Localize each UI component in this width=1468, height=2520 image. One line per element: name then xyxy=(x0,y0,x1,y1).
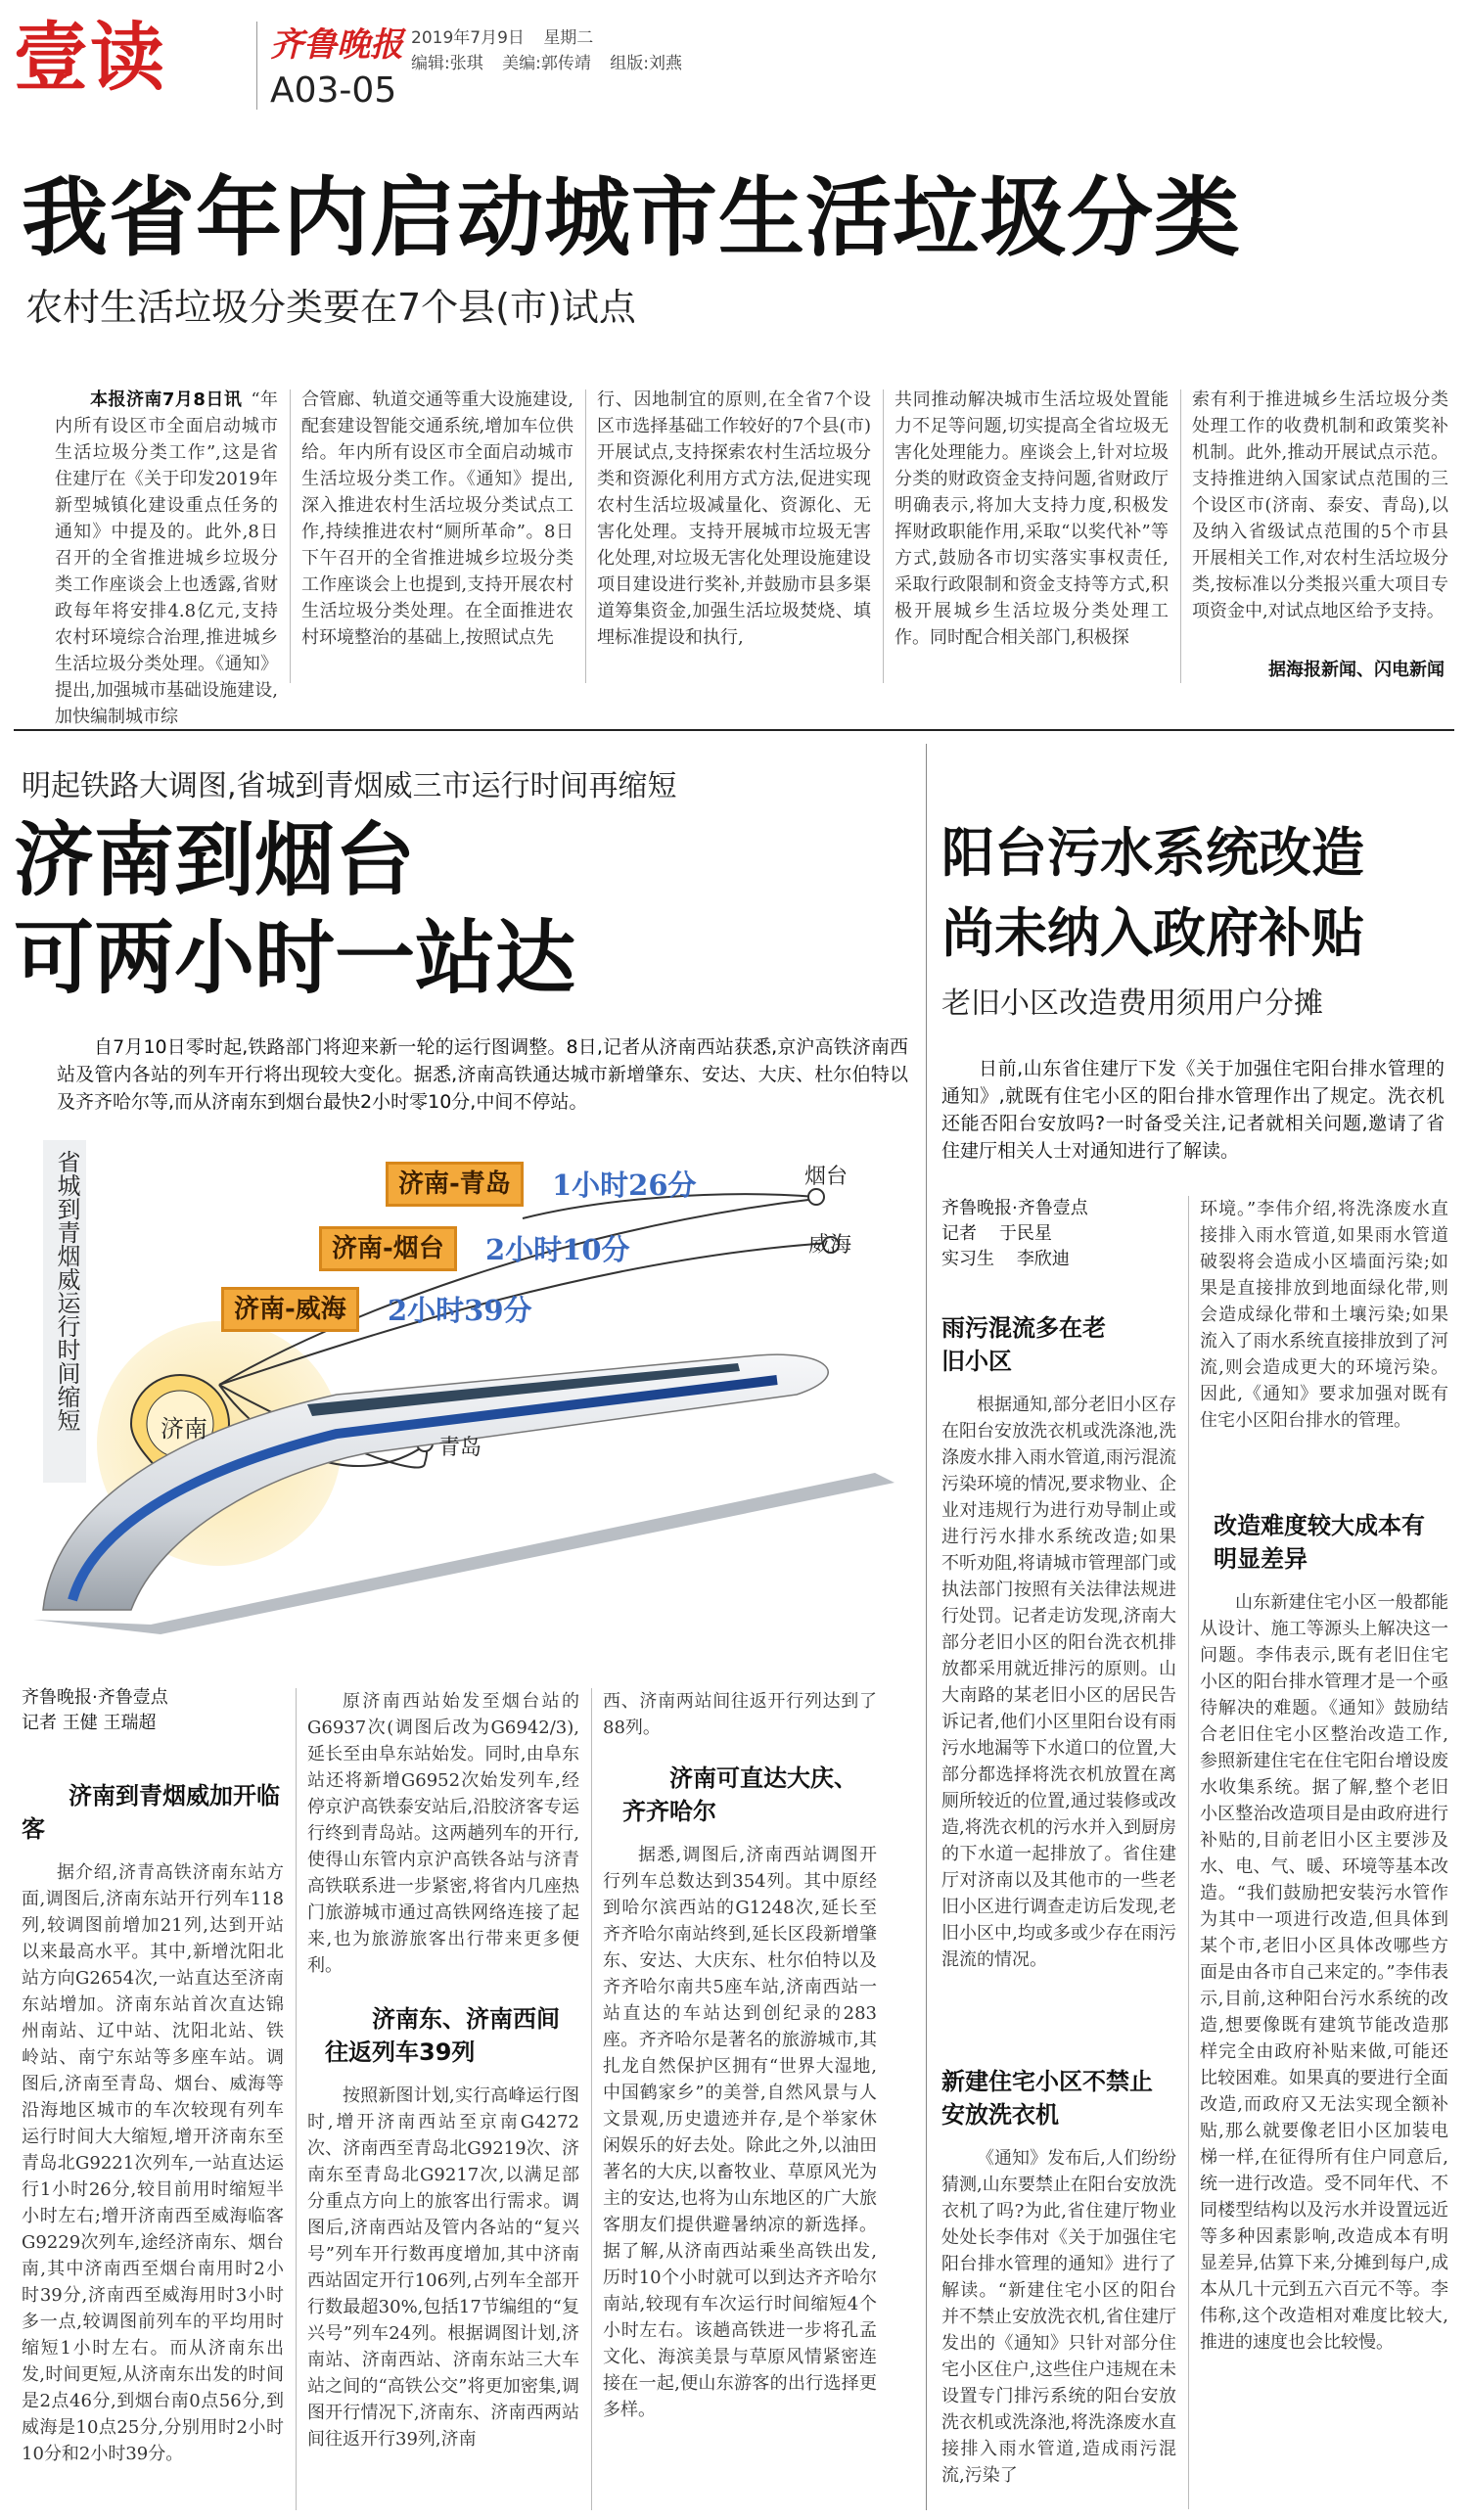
rail-kicker: 明起铁路大调图,省城到青烟威三市运行时间再缩短 xyxy=(22,769,677,803)
lead-col-2 xyxy=(301,387,573,680)
paper-name: 齐鲁晚报 xyxy=(270,25,403,65)
balcony-byline-reporter: 记者 于民星 xyxy=(941,1223,1052,1244)
balcony-intro: 日前,山东省住建厅下发《关于加强住宅阳台排水管理的通知》,就既有住宅小区的阳台排水管理作出了规定。洗衣机还能否阳台安放吗?一时备受关注,记者就相关问题,邀请了省住建厅相关人士对通知进行了解读。 xyxy=(941,1058,1445,1162)
lead-col-2-text: 合管廊、轨道交通等重大设施建设,配套建设智能交通系统,增加车位供给。年内所有设区市全面启动城市生活垃圾分类工作。《通知》提出,深入推进农村生活垃圾分类试点工作,持续推进农村“厕所革命”。8日下午召开的全省推进城乡垃圾分类工作座谈会上也提到,支持开展农村生活垃圾分类处理。在全面推进农村环境整治的基础上,按照试点先 xyxy=(301,389,573,648)
date-line xyxy=(411,23,593,48)
rail-infographic xyxy=(14,1140,926,1644)
editor: 编辑:张琪 xyxy=(411,54,483,73)
dest-yantai: 烟台 xyxy=(804,1165,849,1189)
issue-date: 2019年7月9日 xyxy=(411,28,525,48)
rail-col-1: 据介绍,济青高铁济南东站方面,调图后,济南东站开行列车118列,较调图前增加21列,达到开站以来最高水平。其中,新增沈阳北站方向G2654次,一站直达至济南东站增加。济南东站首次直达锦州南站、辽中站、沈阳北站、铁岭站、南宁东站等多座车站。调图后,济南至青岛、烟台、威海等沿海地区城市的车次较现有列车运行时间大大缩短,增开济南东至青岛北G9221次列车,一站直达运行1小时26分,较目前用时缩短半小时左右;增开济南西至威海临客G9229次列车,途经济南东、烟台南,其中济南西至烟台南用时2小时39分,济南西至威海用时3小时多一点,较调图前列车的平均用时缩短1小时左右。而从济南东出发,时间更短,从济南东出发的时间是2点46分,到烟台南0点56分,到威海是10点25分,分别用时2小时10分和2小时39分。 xyxy=(22,1862,284,2464)
rail-col-2-top: 原济南西站始发至烟台站的G6937次(调图后改为G6942/3),延长至由阜东站始发。同时,由阜东站还将新增G6952次始发列车,经停京沪高铁泰安站后,沿胶济客专运行终到青岛站。这两趟列车的开行,使得山东管内京沪高铁各站与济青高铁联系进一步紧密,将省内几座热门旅游城市通过高铁网络连接了起来,也为旅游旅客出行带来更多便利。 xyxy=(307,1691,579,1976)
route-badge-qingdao: 济南-青岛 xyxy=(386,1162,524,1207)
rail-headline-1: 济南到烟台 xyxy=(14,814,416,907)
balcony-headline-1: 阳台污水系统改造 xyxy=(941,822,1364,884)
rail-col-2-bottom: 按照新图计划,实行高峰运行图时,增开济南西站至京南G4272次、济南西至青岛北G9219次、济南东至青岛北G9217次,以满足部分重点方向上的旅客出行需求。调图后,济南西站及管内各站的“复兴号”列车开行数再度增加,其中济南西站固定开行106列,占列车全部开行数最超30%,包括17节编组的“复兴号”列车24列。根据调图计划,济南站、济南西站、济南东站三大车站之间的“高铁公交”将更加密集,调图开行情况下,济南东、济南西两站间往返开行39列,济南 xyxy=(307,2085,579,2450)
lead-col-1 xyxy=(55,387,278,727)
balcony-col-2-top: 环境。”李伟介绍,将洗涤废水直接排入雨水管道,如果雨水管道破裂将会造成小区墙面污染;如果是直接排放到地面绿化带,则会造成绿化带和土壤污染;如果流入了雨水系统直接排放到了河流,则会造成更大的环境污染。因此,《通知》要求加强对既有住宅小区阳台排水的管理。 xyxy=(1200,1199,1448,1431)
route-time-weihai: 2小时39分 xyxy=(388,1294,532,1327)
lead-col-3 xyxy=(597,387,871,680)
lead-col-4-text: 共同推动解决城市生活垃圾处置能力不足等问题,切实提高全省垃圾无害化处理能力。座谈会上,针对垃圾分类的财政资金支持问题,省财政厅明确表示,将加大支持力度,积极发挥财政职能作用,采取“以奖代补”等方式,鼓励各市切实落实事权责任,采取行政限制和资金支持等方式,积极开展城乡生活垃圾分类处理工作。同时配合相关部门,积极探 xyxy=(895,389,1169,648)
route-time-qingdao: 1小时26分 xyxy=(552,1168,697,1202)
rail-headline-2: 可两小时一站达 xyxy=(14,912,576,1005)
balcony-subhead-1: 雨污混流多在老旧小区 xyxy=(941,1314,1106,1375)
rail-infographic-art xyxy=(14,1140,926,1644)
col-rule xyxy=(1188,1196,1189,2509)
rail-intro: 自7月10日零时起,铁路部门将迎来新一轮的运行图调整。8日,记者从济南西站获悉,京沪高铁济南西站及管内各站的列车开行将出现较大变化。据悉,济南高铁通达城市新增肇东、安达、大庆、杜尔伯特以及齐齐哈尔等,而从济南东到烟台最快2小时零10分,中间不停站。 xyxy=(57,1036,908,1113)
balcony-col-1-top: 根据通知,部分老旧小区存在阳台安放洗衣机或洗涤池,洗涤废水排入雨水管道,雨污混流污染环境的情况,要求物业、企业对违规行为进行劝导制止或进行污水排水系统改造;如果不听劝阻,将请城市管理部门或执法部门按照有关法律法规进行处罚。记者走访发现,济南大部分老旧小区的阳台洗衣机排放都采用就近排污的原则。山大南路的某老旧小区的居民告诉记者,他们小区里阳台设有雨污水地漏等下水道口的位置,大部分都选择将洗衣机放置在离厕所较近的位置,通过装修或改造,将洗衣机的污水并入到厨房的下水道一起排放了。省住建厅对济南以及其他市的一些老旧小区进行调查走访后发现,老旧小区中,均或多或少存在雨污混流的情况。 xyxy=(941,1395,1176,1970)
balcony-subhead-2: 新建住宅小区不禁止安放洗衣机 xyxy=(941,2068,1153,2129)
dest-qingdao: 青岛 xyxy=(438,1436,482,1460)
yantai-dot xyxy=(808,1189,824,1205)
balcony-col-1-bottom: 《通知》发布后,人们纷纷猜测,山东要禁止在阳台安放洗衣机了吗?为此,省住建厅物业处处长李伟对《关于加强住宅阳台排水管理的通知》进行了解读。“新建住宅小区的阳台并不禁止安放洗衣机,省住建厅发出的《通知》只针对部分住宅小区住户,这些住户违规在未设置专门排污系统的阳台安放洗衣机或洗涤池,将洗涤废水直接排入雨水管道,造成雨污混流,污染了 xyxy=(941,2148,1176,2486)
lead-col-5 xyxy=(1192,387,1448,645)
lead-subhead: 农村生活垃圾分类要在7个县(市)试点 xyxy=(25,286,636,329)
origin-label: 济南 xyxy=(161,1415,207,1443)
balcony-byline xyxy=(941,1196,1186,1272)
lead-col-1-text: “年内所有设区市全面启动城市生活垃圾分类工作”,这是省住建厅在《关于印发2019年新型城镇化建设重点任务的通知》中提及的。此外,8日召开的全省推进城乡垃圾分类工作座谈会上也透露,省财政每年将安排4.8亿元,支持农村环境综合治理,推进城乡生活垃圾分类处理。《通知》提出,加强城市基础设施建设,加快编制城市综 xyxy=(55,389,278,727)
rail-subhead-3: 济南可直达大庆、齐齐哈尔 xyxy=(622,1764,857,1825)
rail-col-3-bottom: 据悉,调图后,济南西站调图开行列车总数达到354列。其中原经到哈尔滨西站的G1248次,延长至齐齐哈尔南站终到,延长区段新增肇东、安达、大庆东、杜尔伯特以及齐齐哈尔南共5座车站,济南西站一站直达的车站达到创纪录的283座。齐齐哈尔是著名的旅游城市,其扎龙自然保护区拥有“世界大湿地,中国鹤家乡”的美誉,自然风景与人文景观,历史遗迹并存,是个举家休闲娱乐的好去处。除此之外,以油田著名的大庆,以畜牧业、草原风光为主的安达,也将为山东地区的广大旅客朋友们提供避暑纳凉的新选择。据了解,从济南西站乘坐高铁出发,历时10个小时就可以到达齐齐哈尔南站,较现有车次运行时间缩短4个小时左右。该趟高铁进一步将孔孟文化、海滨美景与草原风情紧密连接在一起,便山东游客的出行选择更多样。 xyxy=(603,1845,877,2420)
masthead-divider xyxy=(256,22,257,110)
balcony-byline-outlet: 齐鲁晚报·齐鲁壹点 xyxy=(941,1198,1088,1218)
story-divider xyxy=(926,744,927,2510)
lead-col-4 xyxy=(895,387,1169,680)
col-rule xyxy=(883,389,884,683)
col-rule xyxy=(591,1688,592,2510)
col-rule xyxy=(296,1688,297,2510)
route-badge-weihai: 济南-威海 xyxy=(221,1287,359,1332)
section-divider xyxy=(14,729,1454,731)
col-rule xyxy=(1180,389,1181,683)
balcony-subhead-3: 改造难度较大成本有明显差异 xyxy=(1214,1512,1425,1573)
issue-weekday: 星期二 xyxy=(543,28,594,48)
route-time-yantai: 2小时10分 xyxy=(485,1233,630,1266)
rail-col-3-top: 西、济南两站间往返开行列达到了88列。 xyxy=(603,1691,877,1738)
col-rule xyxy=(290,389,291,683)
infographic-vertical-label: 省城到青烟威运行时间缩短 xyxy=(53,1150,80,1432)
rail-subhead-1: 济南到青烟威加开临客 xyxy=(22,1782,280,1843)
rail-byline-outlet: 齐鲁晚报·齐鲁壹点 xyxy=(22,1687,168,1708)
balcony-col-2-bottom: 山东新建住宅小区一般都能从设计、施工等源头上解决这一问题。李伟表示,既有老旧住宅小区的阳台排水管理才是一个亟待解决的难题。《通知》鼓励结合老旧住宅小区整治改造工作,参照新建住宅在住宅阳台增设废水收集系统。据了解,整个老旧小区整治改造项目是由政府进行补贴的,目前老旧小区主要涉及水、电、气、暖、环境等基本改造。“我们鼓励把安装污水管作为其中一项进行改造,但具体到某个市,老旧小区具体改哪些方面是由各市自己来定的。”李伟表示,目前,这种阳台污水系统的改造,想要像既有建筑节能改造那样完全由政府补贴来做,可能还比较困难。如果真的要进行全面改造,而政府又无法实现全额补贴,那么就要像老旧小区加装电梯一样,在征得所有住户同意后,统一进行改造。受不同年代、不同楼型结构以及污水并设置远近等多种因素影响,改造成本有明显差异,估算下来,分摊到每户,成本从几十元到五六百元不等。李伟称,这个改造相对难度比较大,推进的速度也会比较慢。 xyxy=(1200,1592,1448,2353)
balcony-headline-2: 尚未纳入政府补贴 xyxy=(941,902,1364,964)
rail-subhead-2: 济南东、济南西间往返列车39列 xyxy=(325,2005,560,2066)
lead-col-3-text: 行、因地制宜的原则,在全省7个设区市选择基础工作较好的7个县(市)开展试点,支持探索农村生活垃圾分类和资源化利用方式方法,促进实现农村生活垃圾减量化、资源化、无害化处理。支持开展城市垃圾无害化处理,对垃圾无害化处理设施建设项目建设进行奖补,并鼓励市县多渠道筹集资金,加强生活垃圾焚烧、填埋标准提设和执行, xyxy=(597,389,871,648)
balcony-byline-intern: 实习生 李欣迪 xyxy=(941,1249,1070,1269)
route-badge-yantai: 济南-烟台 xyxy=(319,1226,457,1271)
layout-editor: 组版:刘燕 xyxy=(610,54,683,73)
staff-line xyxy=(411,49,682,73)
lead-headline: 我省年内启动城市生活垃圾分类 xyxy=(22,167,1242,268)
dest-weihai: 威海 xyxy=(808,1233,852,1258)
lead-col-5-text: 索有利于推进城乡生活垃圾分类处理工作的收费机制和政策奖补机制。此外,推动开展试点示范。支持推进纳入国家试点范围的三个设区市(济南、泰安、青岛),以及纳入省级试点范围的5个市县开展相关工作,对农村生活垃圾分类,按标准以分类报兴重大项目专项资金中,对试点地区给予支持。 xyxy=(1192,389,1448,621)
art-editor: 美编:郭传靖 xyxy=(502,54,591,73)
lead-dateline: 本报济南7月8日讯 xyxy=(90,389,243,410)
rail-byline-reporters: 记者 王健 王瑞超 xyxy=(22,1713,157,1733)
lead-credit: 据海报新闻、闪电新闻 xyxy=(1268,660,1445,680)
page-number: A03-05 xyxy=(270,70,397,111)
section-logo: 壹读 xyxy=(14,14,166,101)
rail-byline xyxy=(22,1685,296,1736)
balcony-subhead: 老旧小区改造费用须用户分摊 xyxy=(941,986,1323,1021)
col-rule xyxy=(585,389,586,683)
